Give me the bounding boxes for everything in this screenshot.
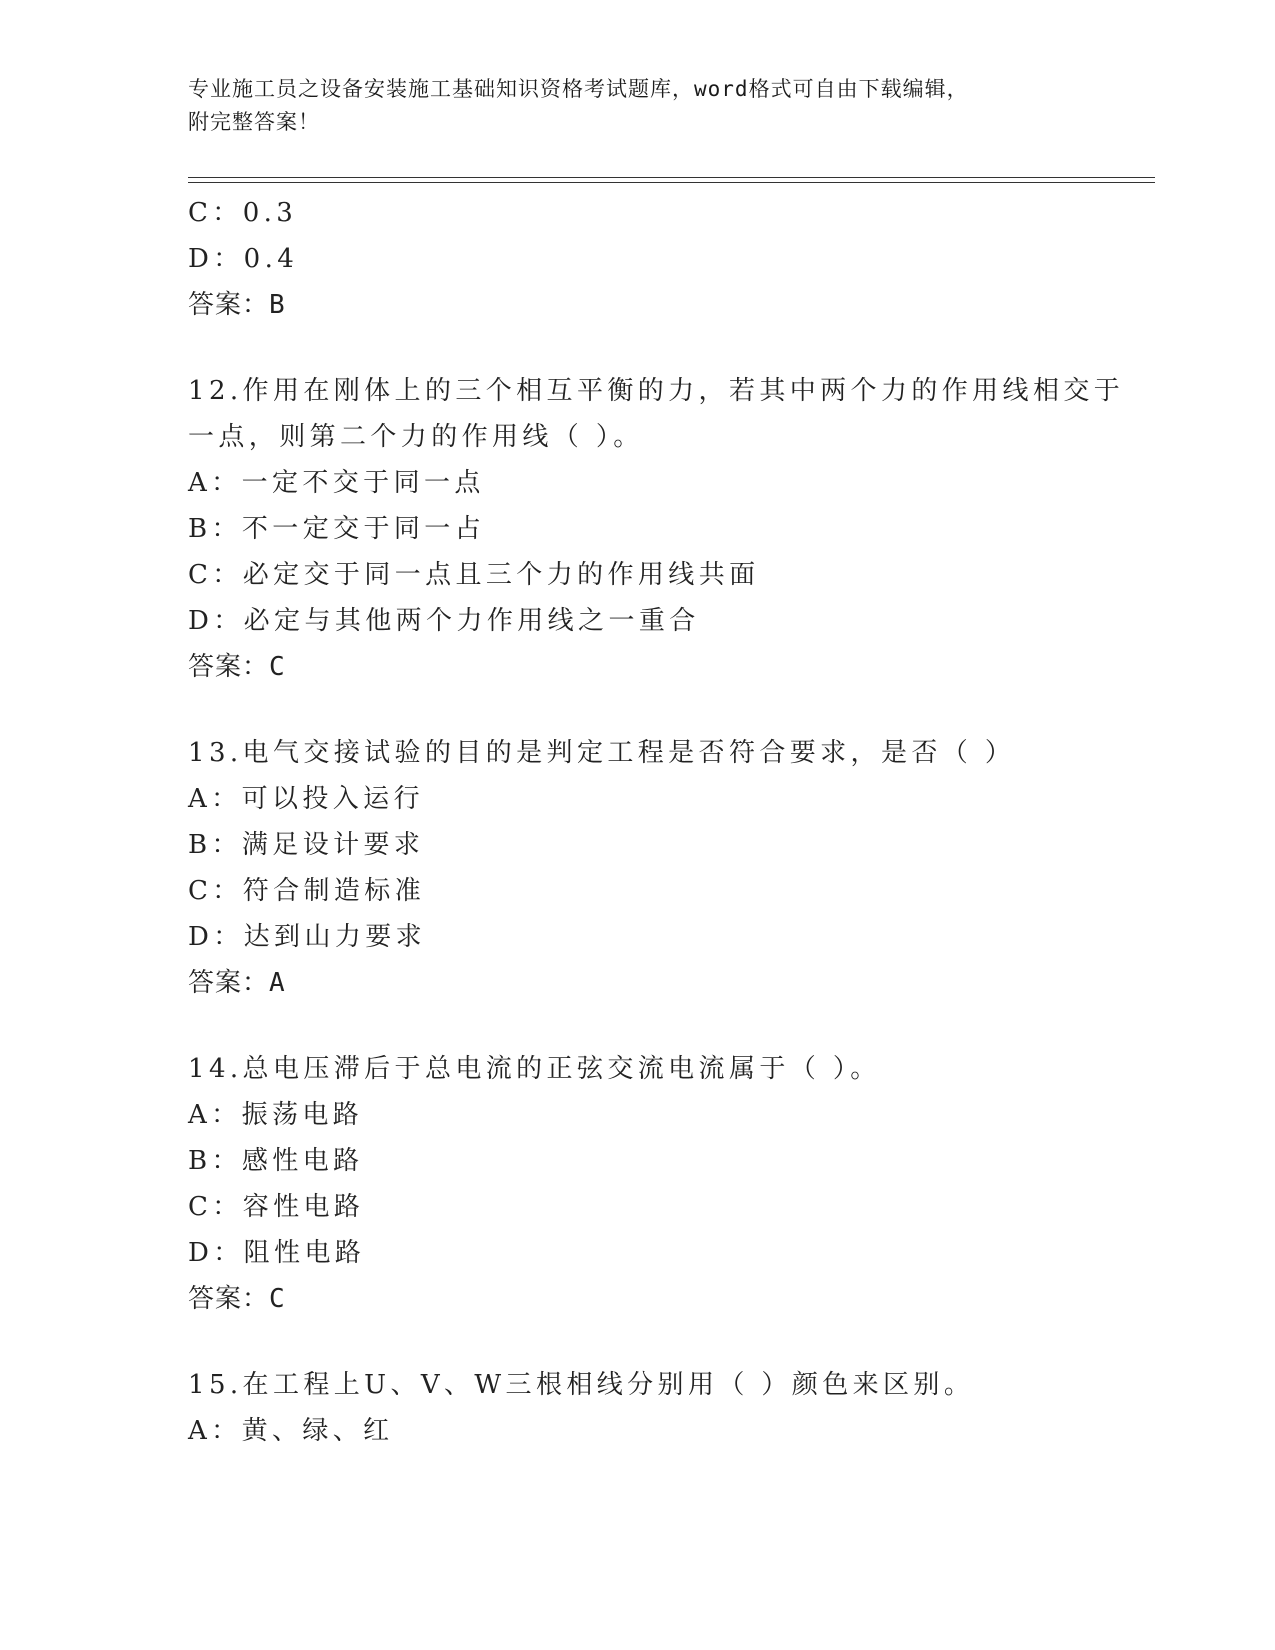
header-title-line-1: 专业施工员之设备安装施工基础知识资格考试题库，word格式可自由下载编辑， (188, 77, 969, 101)
question-list (188, 190, 1148, 1454)
question-stem: 13.电气交接试验的目的是判定工程是否符合要求，是否（ ） (188, 738, 1016, 768)
spacer (188, 1006, 1148, 1046)
option-c: C：0.3 (188, 198, 298, 228)
answer-line (188, 1276, 1148, 1322)
option-d: D：达到山力要求 (188, 922, 427, 952)
question-stem: 一点，则第二个力的作用线（ ）。 (188, 422, 644, 452)
option-c: C：容性电路 (188, 1192, 365, 1222)
option-c: C：必定交于同一点且三个力的作用线共面 (188, 560, 760, 590)
answer-value: C (269, 652, 285, 682)
answer-line (188, 282, 1148, 328)
option-b: B：感性电路 (188, 1146, 364, 1176)
option-d: D：必定与其他两个力作用线之一重合 (188, 606, 700, 636)
answer-value: B (269, 290, 285, 320)
question-stem: 14.总电压滞后于总电流的正弦交流电流属于（ ）。 (188, 1054, 881, 1084)
spacer (188, 1322, 1148, 1362)
option-d: D：阻性电路 (188, 1238, 366, 1268)
option-a: A：一定不交于同一点 (188, 468, 485, 498)
answer-line (188, 644, 1148, 690)
header-rule-top (188, 177, 1155, 178)
question-stem: 12.作用在刚体上的三个相互平衡的力，若其中两个力的作用线相交于 (188, 376, 1125, 406)
answer-label: 答案： (188, 652, 270, 682)
answer-value: C (269, 1284, 285, 1314)
spacer (188, 690, 1148, 730)
spacer (188, 328, 1148, 368)
question-block-11 (188, 190, 1148, 328)
answer-line (188, 960, 1148, 1006)
question-stem: 15.在工程上U、V、W三根相线分别用（ ）颜色来区别。 (188, 1370, 975, 1400)
answer-label: 答案： (188, 1284, 270, 1314)
answer-label: 答案： (188, 290, 270, 320)
header-rule-bottom (188, 182, 1155, 183)
option-c: C：符合制造标准 (188, 876, 426, 906)
option-d: D：0.4 (188, 244, 299, 274)
document-header (188, 73, 1088, 139)
answer-value: A (269, 968, 285, 998)
question-block-15 (188, 1362, 1148, 1454)
option-a: A：可以投入运行 (188, 784, 424, 814)
option-b: B：不一定交于同一占 (188, 514, 486, 544)
question-block-12 (188, 368, 1148, 690)
option-b: B：满足设计要求 (188, 830, 425, 860)
option-a: A：黄、绿、红 (188, 1416, 394, 1446)
question-block-13 (188, 730, 1148, 1006)
header-title-line-2: 附完整答案！ (188, 110, 320, 134)
question-block-14 (188, 1046, 1148, 1322)
answer-label: 答案： (188, 968, 270, 998)
option-a: A：振荡电路 (188, 1100, 364, 1130)
